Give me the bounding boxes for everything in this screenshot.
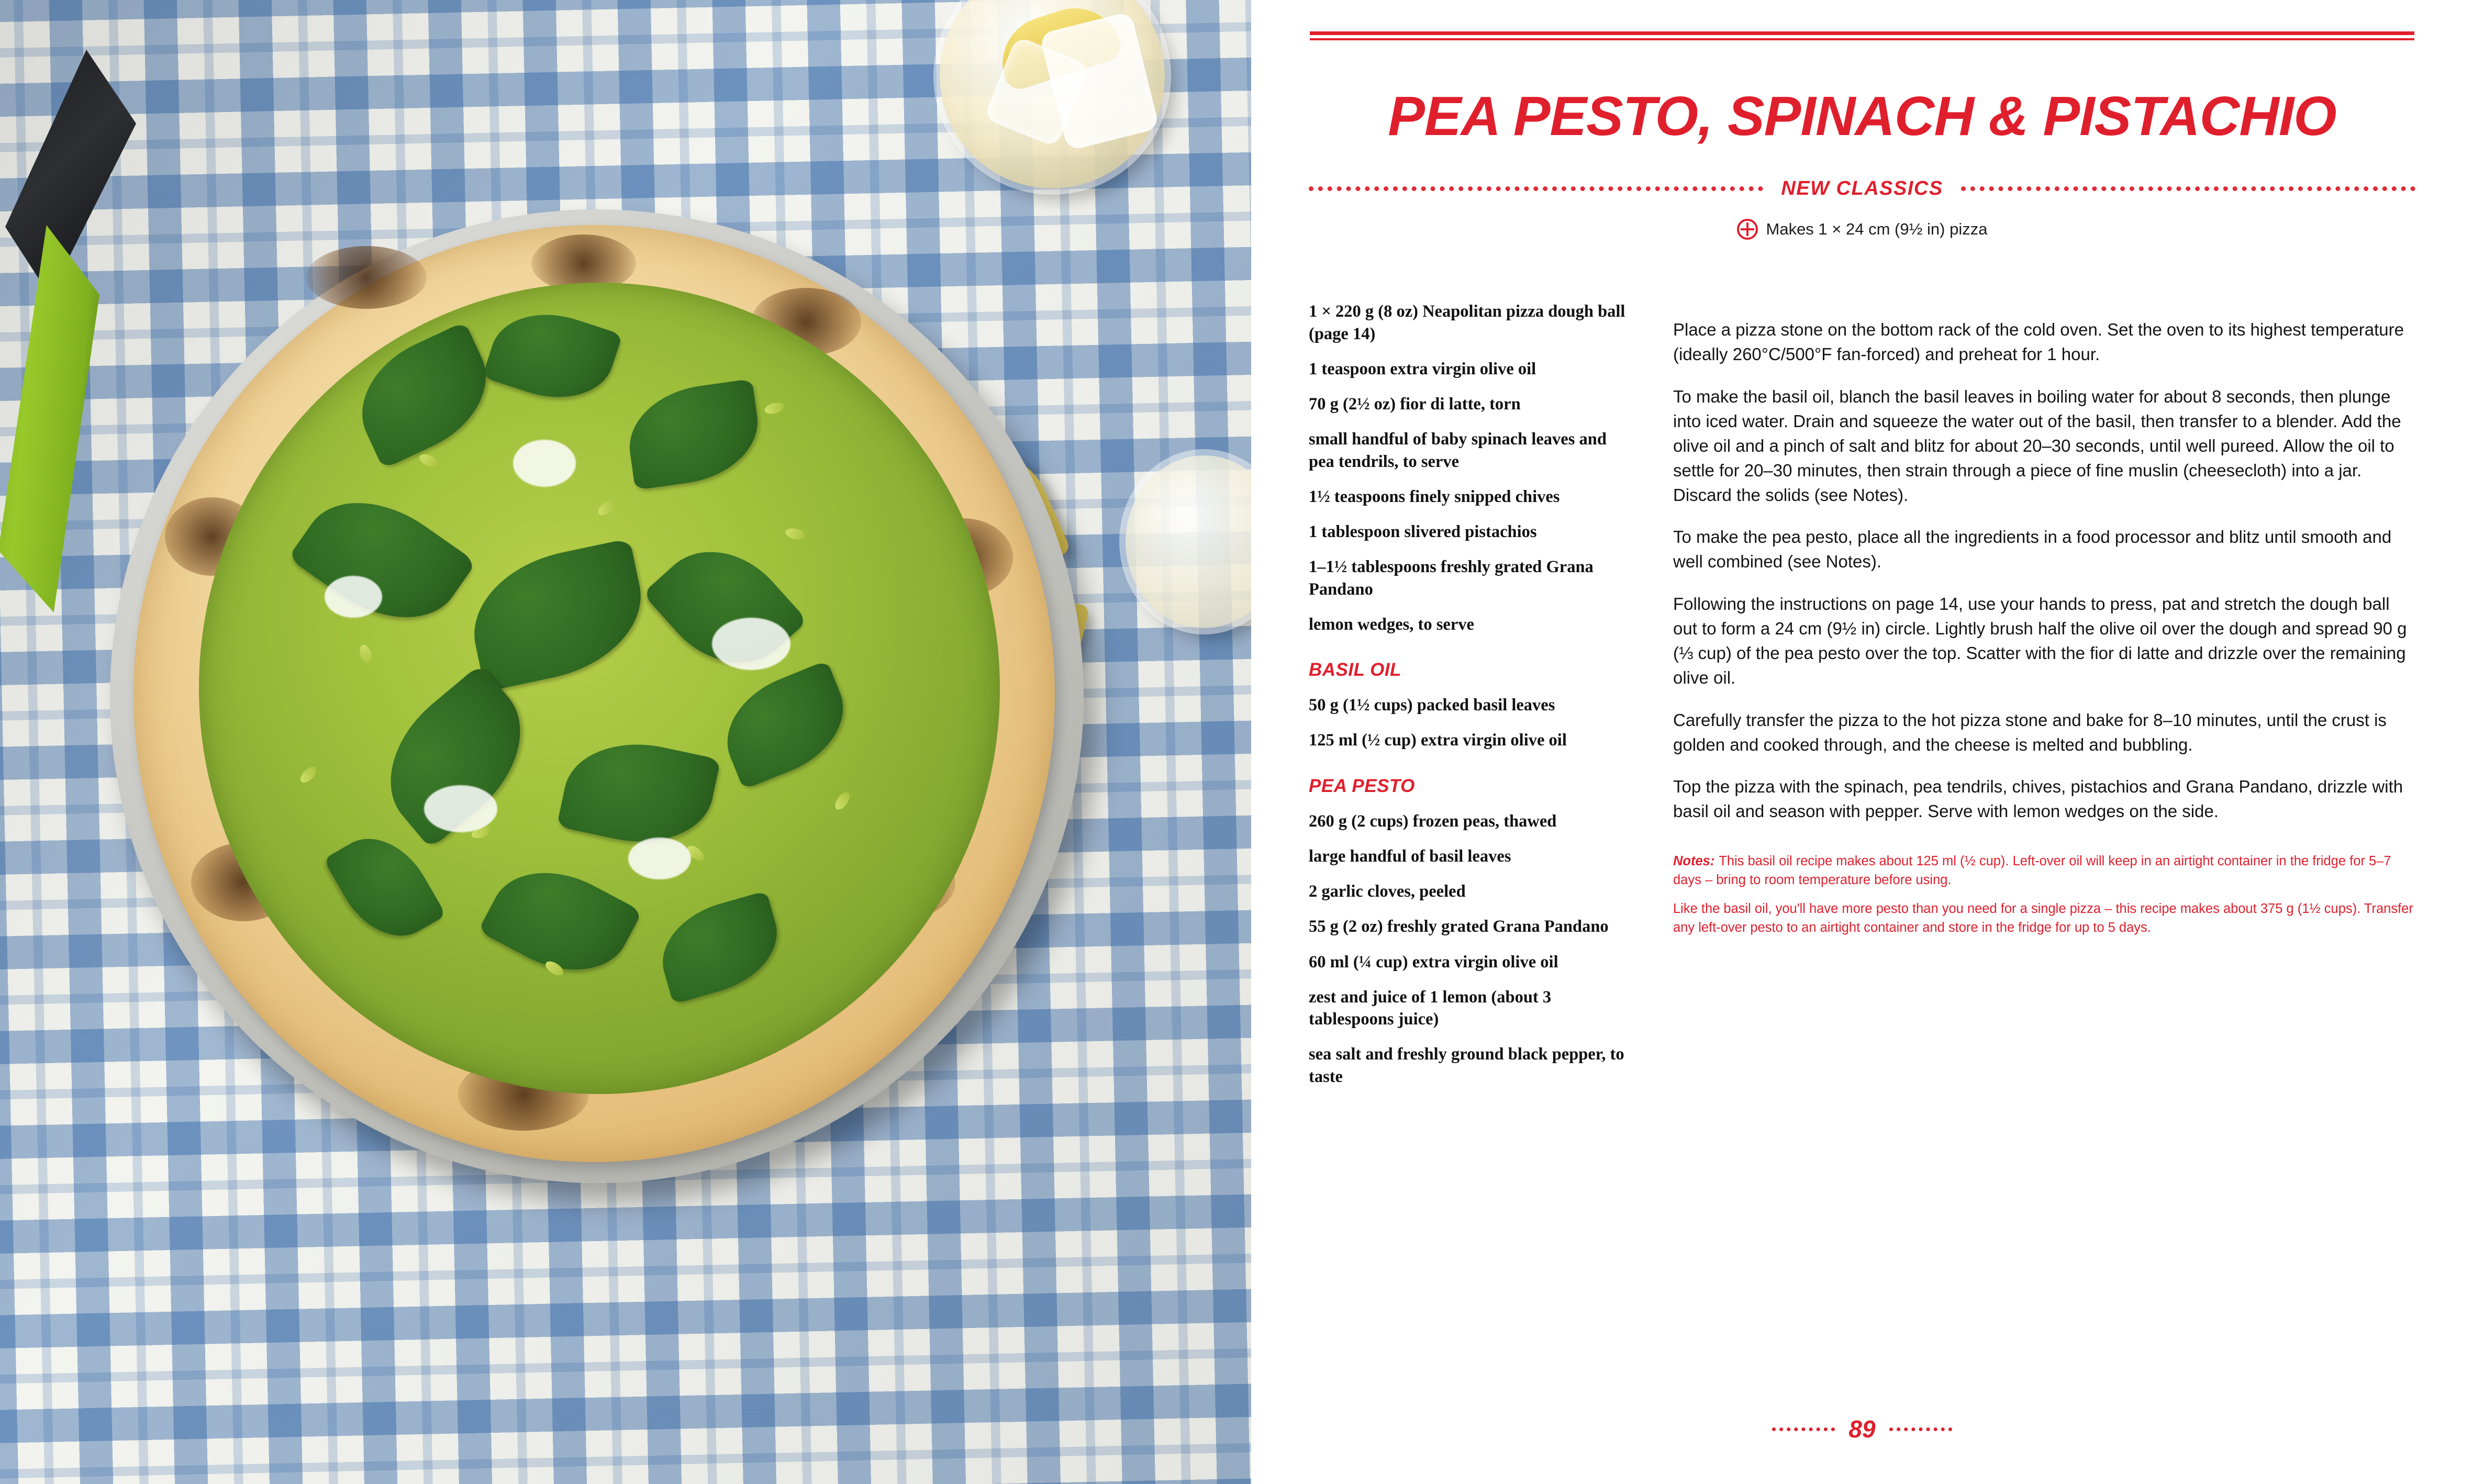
dotted-rule-left [1309,186,1763,191]
grated-cheese [513,440,576,487]
note-paragraph-second: Like the basil oil, you'll have more pesto than you need for a single pizza – this recipe makes about 375 g (1½ cups). Transfer any left-over pesto to an airtight container and store in the fridge for up to 5 days. [1673,901,2413,935]
pistachio-sliver [297,764,319,785]
page-folio [1251,1415,2473,1443]
ingredient-item: 1–1½ tablespoons freshly grated Grana Pandano [1309,557,1594,599]
spinach-leaf [288,472,476,648]
ingredient-item: 50 g (1½ cups) packed basil leaves [1309,696,1555,715]
spinach-leaf [642,523,808,691]
grated-cheese [628,838,691,879]
spinach-leaf [622,378,765,490]
spinach-leaf [482,297,622,414]
recipe-category: NEW CLASSICS [1781,177,1943,200]
ingredient-item: 70 g (2½ oz) fior di latte, torn [1309,395,1521,414]
pistachio-sliver [832,790,852,812]
grated-cheese [424,785,497,832]
ingredient-item: 125 ml (½ cup) extra virgin olive oil [1309,731,1567,750]
ingredient-item: 1 tablespoon slivered pistachios [1309,522,1537,542]
ingredient-item: 2 garlic cloves, peeled [1309,882,1466,901]
top-rule [1310,31,2414,40]
ingredient-item: 260 g (2 cups) frozen peas, thawed [1309,811,1557,831]
folio-rule-right [1889,1427,1952,1431]
pistachio-sliver [358,643,374,666]
yield-row [1309,219,2415,240]
ingredient-item: 1½ teaspoons finely snipped chives [1309,487,1560,506]
pistachio-sliver [596,498,618,518]
ingredient-item: sea salt and freshly ground black pepper, to taste [1309,1045,1624,1086]
spinach-leaf [650,890,789,1004]
page-number: 89 [1848,1415,1876,1443]
method-step: To make the pea pesto, place all the ingredients in a food processor and blitz until smooth and well combined (see Notes). [1673,527,2392,572]
ingredients-column [1309,300,1633,1101]
ingredient-item: 1 teaspoon extra virgin olive oil [1309,359,1536,378]
ingredient-item: small handful of baby spinach leaves and pea tendrils, to serve [1309,430,1607,471]
ingredient-item: zest and juice of 1 lemon (about 3 tablespoons juice) [1309,987,1552,1029]
spinach-leaf [556,729,720,857]
note-paragraph-first [1673,852,2415,889]
subsection-heading-basil-oil: BASIL OIL [1309,660,1401,680]
notes-block [1673,852,2415,938]
spinach-leaf [461,538,655,692]
content-columns [1309,300,2415,1101]
ingredient-item: 1 × 220 g (8 oz) Neapolitan pizza dough ball (page 14) [1309,302,1625,343]
notes-label: Notes: [1673,854,1715,869]
pistachio-sliver [418,452,440,470]
subsection-heading-pea-pesto: PEA PESTO [1309,775,1415,796]
spinach-leaf [710,660,860,790]
method-step: Top the pizza with the spinach, pea tendrils, chives, pistachios and Grana Pandano, drizzle with basil oil and season with pepper. Serve with lemon wedges on the side. [1673,777,2403,821]
method-step: Place a pizza stone on the bottom rack of the cold oven. Set the oven to its highest temperature (ideally 260°C/500°F fan-forced) and preheat for 1 hour. [1673,320,2404,364]
method-step: To make the basil oil, blanch the basil leaves in boiling water for about 8 seconds, then plunge into iced water. Drain and squeeze the water out of the basil, then transfer to a blender. Add the olive oil and a pinch of salt and blitz for about 20–30 seconds, until well pureed. Allow the oil to settle for 20–30 minutes, then strain through a piece of fine muslin (cheesecloth) into a jar. Discard the solids (see Notes). [1673,387,2401,505]
note-text: This basil oil recipe makes about 125 ml (½ cup). Left-over oil will keep in an airtight container in the fridge for 5–7 days – bring to room temperature before using. [1673,854,2391,887]
recipe-title: PEA PESTO, SPINACH & PISTACHIO [1388,85,2336,147]
method-step: Carefully transfer the pizza to the hot pizza stone and bake for 8–10 minutes, until the crust is golden and cooked through, and the cheese is melted and bubbling. [1673,710,2387,754]
recipe-page [1251,0,2473,1484]
dotted-rule-right [1961,186,2415,191]
pea-pesto-topping [199,283,1000,1094]
category-row [1309,177,2415,200]
grated-cheese [712,618,790,670]
pistachio-sliver [763,400,785,416]
ingredient-item: 55 g (2 oz) freshly grated Grana Pandano [1309,917,1609,936]
pizza-slice-icon [1737,219,1758,240]
method-column [1668,300,2415,1101]
method-step: Following the instructions on page 14, use your hands to press, pat and stretch the dough ball out to form a 24 cm (9½ in) circle. Lightly brush half the olive oil over the dough and spread 90 g (⅓ cup) of the pea pesto over the top. Scatter with the fior di latte and drizzle over the remaining olive oil. [1673,594,2407,687]
recipe-yield: Makes 1 × 24 cm (9½ in) pizza [1766,220,1988,239]
pistachio-sliver [784,527,806,541]
char-spot [306,246,427,309]
ingredient-item: lemon wedges, to serve [1309,615,1474,634]
folio-rule-left [1772,1427,1835,1431]
grated-cheese [325,576,382,618]
ingredient-item: large handful of basil leaves [1309,846,1511,866]
ingredient-item: 60 ml (¼ cup) extra virgin olive oil [1309,952,1558,972]
